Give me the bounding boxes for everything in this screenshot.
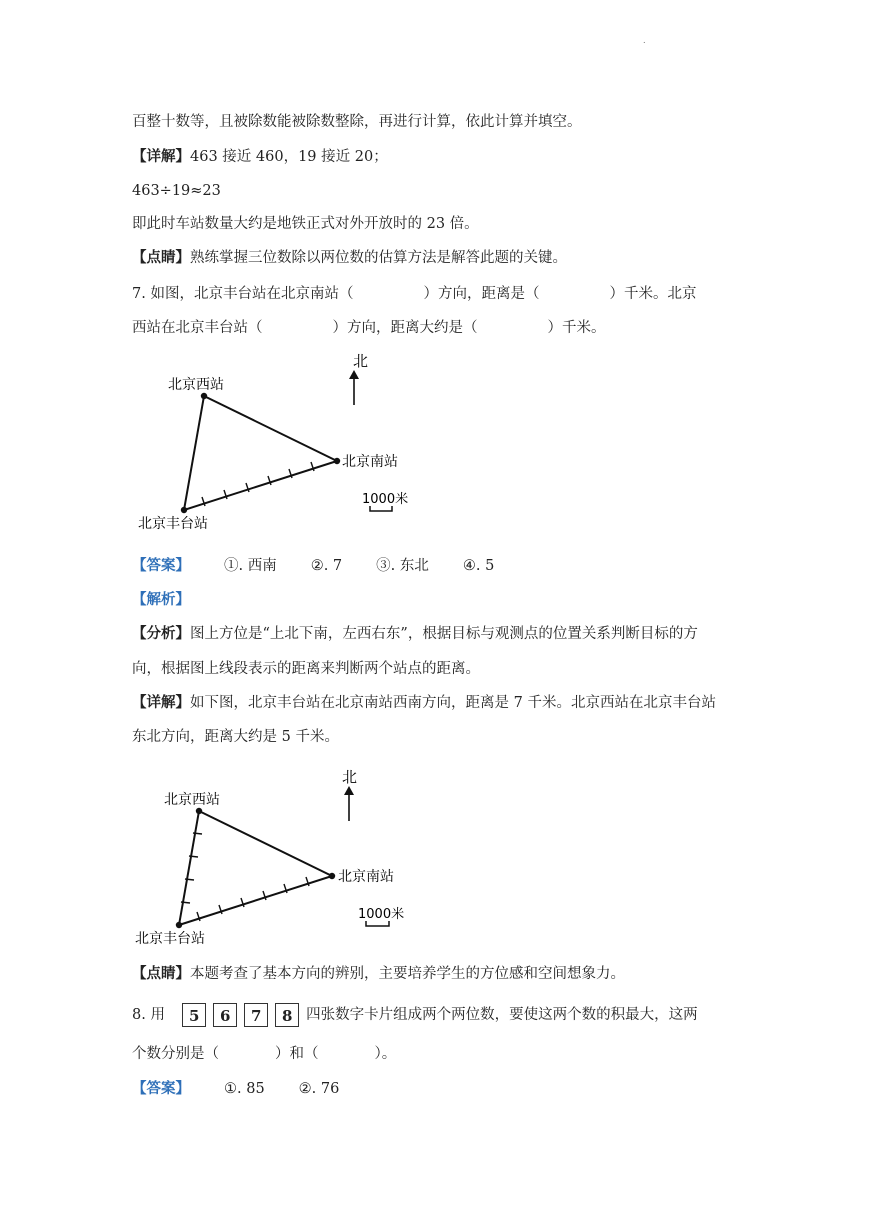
tag-analysis: 【解析】 [132,591,190,608]
fengtai-station-label: 北京丰台站 [138,516,208,532]
south-station-dot [334,458,340,464]
answer-item: ④. 5 [462,558,495,574]
fengtai-station-label: 北京丰台站 [135,931,205,947]
edge-west-fengtai [184,396,204,510]
west-station-dot [196,808,202,814]
north-arrowhead-icon [349,370,359,379]
north-label: 北 [342,768,358,786]
q8-text: ）。 [374,1046,397,1062]
q7-text: ）千米。 [547,320,606,336]
answer-item: ③. 东北 [376,558,429,574]
tip-text: 本题考查了基本方向的辨别，主要培养学生的方位感和空间想象力。 [190,966,625,982]
scale-label: 1000米 [358,907,405,922]
west-station-label: 北京西站 [164,792,220,808]
text-line: 463÷19≈23 [132,183,221,199]
q7-text: ）千米。北京 [609,286,697,302]
fengtai-station-dot [181,507,187,513]
answer-item: ①. 85 [224,1081,265,1097]
text-line: 即此时车站数量大约是地铁正式对外开放时的 23 倍。 [132,216,479,232]
question-8-line-2 [132,1044,396,1064]
detail-text: 463 接近 460，19 接近 20； [190,149,388,165]
q8-text: 8. 用 [132,1007,165,1023]
tag-breakdown: 【分析】 [132,625,190,642]
text-line [132,624,698,644]
tag-detail: 【详解】 [132,694,190,711]
question-7-line-1 [132,284,696,304]
south-station-label: 北京南站 [338,869,394,885]
text-line [132,693,716,713]
text-line [132,147,388,167]
q7-text: 7. 如图，北京丰台站在北京南站（ [132,286,354,302]
answer-8 [132,1079,339,1099]
text-line: 东北方向，距离大约是 5 千米。 [132,729,339,745]
answer-item: ②. 76 [298,1081,340,1097]
tag-answer: 【答案】 [132,557,190,574]
south-station-label: 北京南站 [342,454,398,470]
edge-fengtai-south [179,876,332,925]
q7-text: ）方向，距离是（ [423,286,540,302]
question-8-line-1 [132,1002,698,1028]
edge-west-fengtai [179,811,199,925]
text-line [132,248,567,268]
breakdown-text: 图上方位是“上北下南，左西右东”，根据目标与观测点的位置关系判断目标的方 [190,626,698,642]
answer-7 [132,556,494,576]
north-arrowhead-icon [344,786,354,795]
number-card: 8 [275,1003,299,1027]
tag-answer: 【答案】 [132,1080,190,1097]
q8-text: 个数分别是（ [132,1046,219,1062]
scale-label: 1000米 [362,492,409,507]
fengtai-station-dot [176,922,182,928]
question-7-line-2 [132,318,606,338]
text-line: 百整十数等，且被除数能被除数整除，再进行计算，依此计算并填空。 [132,114,582,130]
analysis-heading [132,590,190,610]
number-card: 6 [213,1003,237,1027]
west-station-label: 北京西站 [168,377,224,393]
text-line: 向，根据图上线段表示的距离来判断两个站点的距离。 [132,661,480,677]
number-card: 7 [244,1003,268,1027]
number-card: 5 [182,1003,206,1027]
q7-text: 西站在北京丰台站（ [132,320,263,336]
text-line [132,964,625,984]
north-label: 北 [353,352,369,370]
tip-text: 熟练掌握三位数除以两位数的估算方法是解答此题的关键。 [190,250,567,266]
q8-text: 四张数字卡片组成两个两位数，要使这两个数的积最大，这两 [306,1007,698,1023]
south-station-dot [329,873,335,879]
tag-tip: 【点睛】 [132,965,190,982]
q8-text: ）和（ [275,1046,319,1062]
detail-text: 如下图，北京丰台站在北京南站西南方向，距离是 7 千米。北京西站在北京丰台站 [190,695,716,711]
tag-detail: 【详解】 [132,148,190,165]
edge-west-south [204,396,337,461]
west-station-dot [201,393,207,399]
map-figure-2 [128,761,418,965]
tag-tip: 【点睛】 [132,249,190,266]
page-mark: . [643,36,646,45]
edge-west-south [199,811,332,876]
answer-item: ②. 7 [310,558,343,574]
edge-fengtai-south [184,461,337,510]
answer-item: ①. 西南 [224,558,277,574]
q7-text: ）方向，距离大约是（ [332,320,478,336]
map-figure-1 [130,345,420,549]
